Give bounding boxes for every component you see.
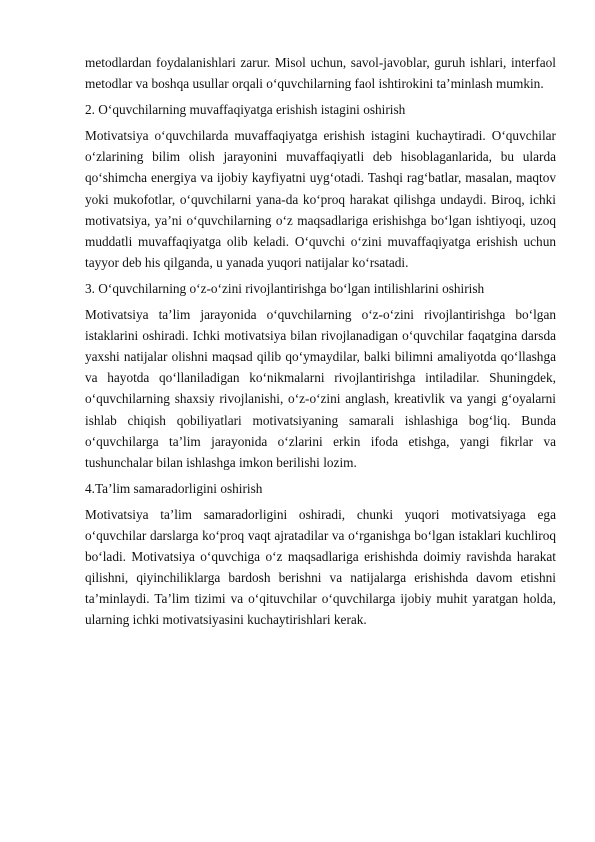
paragraph-success-desire: Motivatsiya o‘quvchilarda muvaffaqiyatga erishish istagini kuchaytiradi. O‘quvchilar o‘zlarining bilim olish jarayonini muvaffaqiyatli deb hisoblaganlarida, bu ularda qo‘shimcha energiya va ijobiy kayfiyatni uyg‘otadi. Tashqi rag‘batlar, masalan, maqtov yoki mukofotlar, o‘quvchilarni yana-da ko‘proq harakat qilishga undaydi. Biroq, ichki motivatsiya, ya’ni o‘quvchilarning o‘z maqsadlariga erishishga bo‘lgan ishtiyoqi, uzoq muddatli muvaffaqiyatga olib keladi. O‘quvchi o‘zini muvaffaqiyatga erishish uchun tayyor deb his qilganda, u yanada yuqori natijalar ko‘rsatadi. (85, 128, 556, 270)
section-heading-4: 4.Ta’lim samaradorligini oshirish (85, 480, 263, 496)
paragraph-self-development: Motivatsiya ta’lim jarayonida o‘quvchilarning o‘z-o‘zini rivojlantirishga bo‘lgan istaklarini oshiradi. Ichki motivatsiya bilan rivojlanadigan o‘quvchilar faqatgina darsda yaxshi natijalar olishni maqsad qilib qo‘ymaydilar, balki bilimni amaliyotda qo‘llashga va hayotda qo‘llaniladigan ko‘nikmalarni rivojlantirishga intiladilar. Shuningdek, o‘quvchilarning shaxsiy rivojlanishi, o‘z-o‘zini anglash, kreativlik va yangi g‘oyalarni ishlab chiqish qobiliyatlari motivatsiyaning samarali ishlashiga bog‘liq. Bunda o‘quvchilarga ta’lim jarayonida o‘zlarini erkin ifoda etishga, yangi fikrlar va tushunchalar bilan ishlashga imkon berilishi lozim. (85, 307, 556, 470)
document-body (85, 52, 556, 635)
paragraph-methods-continuation: metodlardan foydalanishlari zarur. Misol uchun, savol-javoblar, guruh ishlari, interfaol metodlar va boshqa usullar orqali o‘quvchilarning faol ishtirokini ta’minlash mumkin. (85, 55, 556, 92)
section-heading-3: 3. O‘quvchilarning o‘z-o‘zini rivojlantirishga bo‘lgan intilishlarini oshirish (85, 280, 485, 296)
section-heading-2: 2. O‘quvchilarning muvaffaqiyatga erishish istagini oshirish (85, 102, 406, 118)
paragraph-education-efficiency: Motivatsiya ta’lim samaradorligini oshiradi, chunki yuqori motivatsiyaga ega o‘quvchilar darslarga ko‘proq vaqt ajratadilar va o‘rganishga bo‘lgan istaklari kuchliroq bo‘ladi. Motivatsiya o‘quvchiga o‘z maqsadlariga erishishda doimiy ravishda harakat qilishni, qiyinchiliklarga bardosh berishni va natijalarga erishishda davom etishni ta’minlaydi. Ta’lim tizimi va o‘qituvchilar o‘quvchilarga ijobiy muhit yaratgan holda, ularning ichki motivatsiyasini kuchaytirishlari kerak. (85, 506, 556, 628)
